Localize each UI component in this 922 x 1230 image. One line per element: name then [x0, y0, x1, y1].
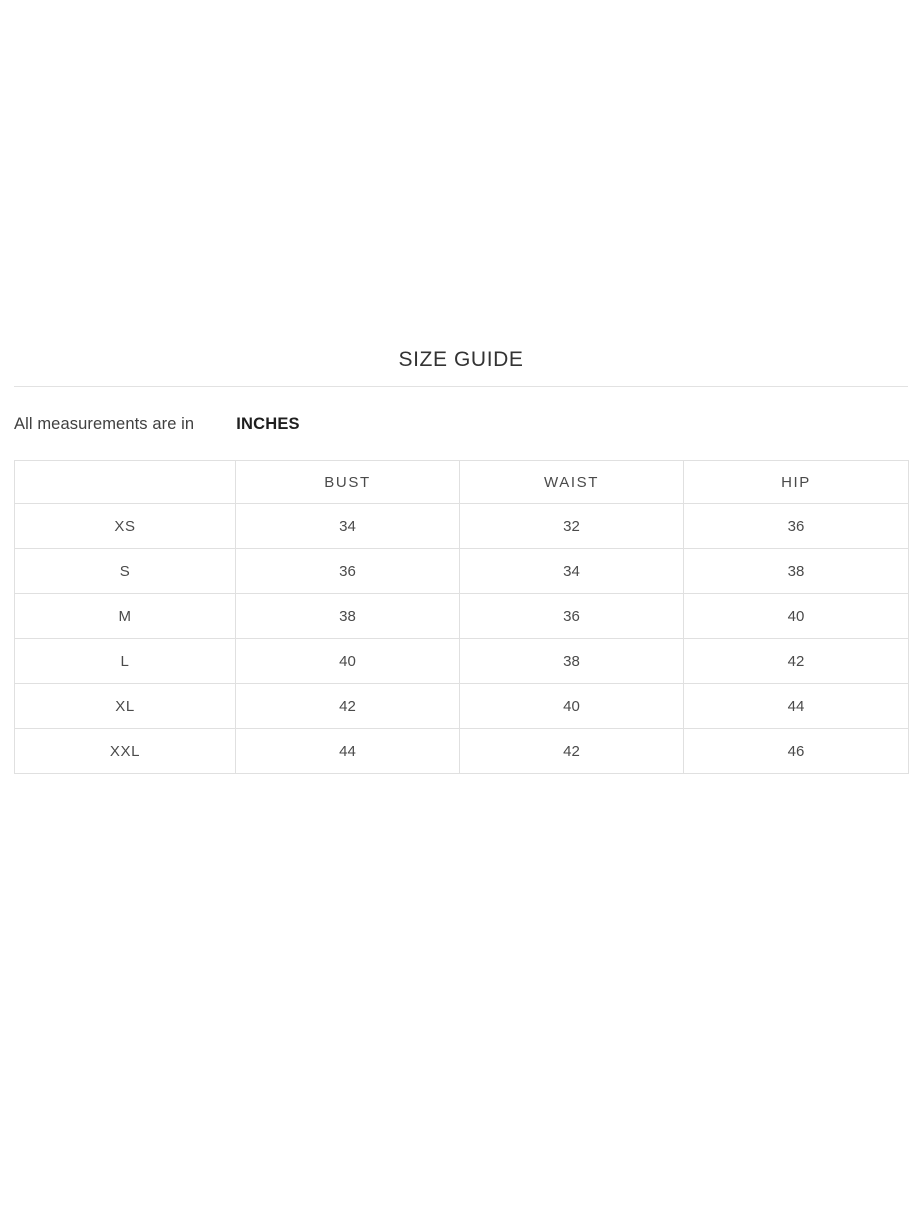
size-guide-content [14, 348, 908, 774]
row-size-label: S [15, 549, 236, 594]
row-hip-value: 36 [684, 504, 909, 549]
row-hip-value: 40 [684, 594, 909, 639]
table-header-hip: HIP [684, 461, 909, 504]
page-title: SIZE GUIDE [398, 348, 524, 371]
measurement-unit: INCHES [236, 415, 300, 433]
row-size-label: XS [15, 504, 236, 549]
table-row [15, 504, 909, 549]
row-waist-value: 42 [460, 729, 684, 774]
measurement-note [14, 387, 908, 460]
row-bust-value: 40 [236, 639, 460, 684]
row-hip-value: 44 [684, 684, 909, 729]
table-header-waist: WAIST [460, 461, 684, 504]
row-hip-value: 42 [684, 639, 909, 684]
table-header-row [15, 461, 909, 504]
row-size-label: XXL [15, 729, 236, 774]
size-chart-table [14, 460, 909, 774]
table-row [15, 684, 909, 729]
row-waist-value: 32 [460, 504, 684, 549]
row-size-label: XL [15, 684, 236, 729]
row-waist-value: 40 [460, 684, 684, 729]
table-row [15, 594, 909, 639]
row-hip-value: 46 [684, 729, 909, 774]
row-size-label: M [15, 594, 236, 639]
row-bust-value: 38 [236, 594, 460, 639]
row-bust-value: 36 [236, 549, 460, 594]
row-waist-value: 36 [460, 594, 684, 639]
row-bust-value: 34 [236, 504, 460, 549]
measurement-note-label: All measurements are in [14, 415, 195, 433]
table-row [15, 549, 909, 594]
table-header-corner [15, 461, 236, 504]
row-waist-value: 34 [460, 549, 684, 594]
table-header-bust: BUST [236, 461, 460, 504]
row-bust-value: 42 [236, 684, 460, 729]
table-row [15, 729, 909, 774]
row-hip-value: 38 [684, 549, 909, 594]
row-bust-value: 44 [236, 729, 460, 774]
row-size-label: L [15, 639, 236, 684]
row-waist-value: 38 [460, 639, 684, 684]
table-row [15, 639, 909, 684]
